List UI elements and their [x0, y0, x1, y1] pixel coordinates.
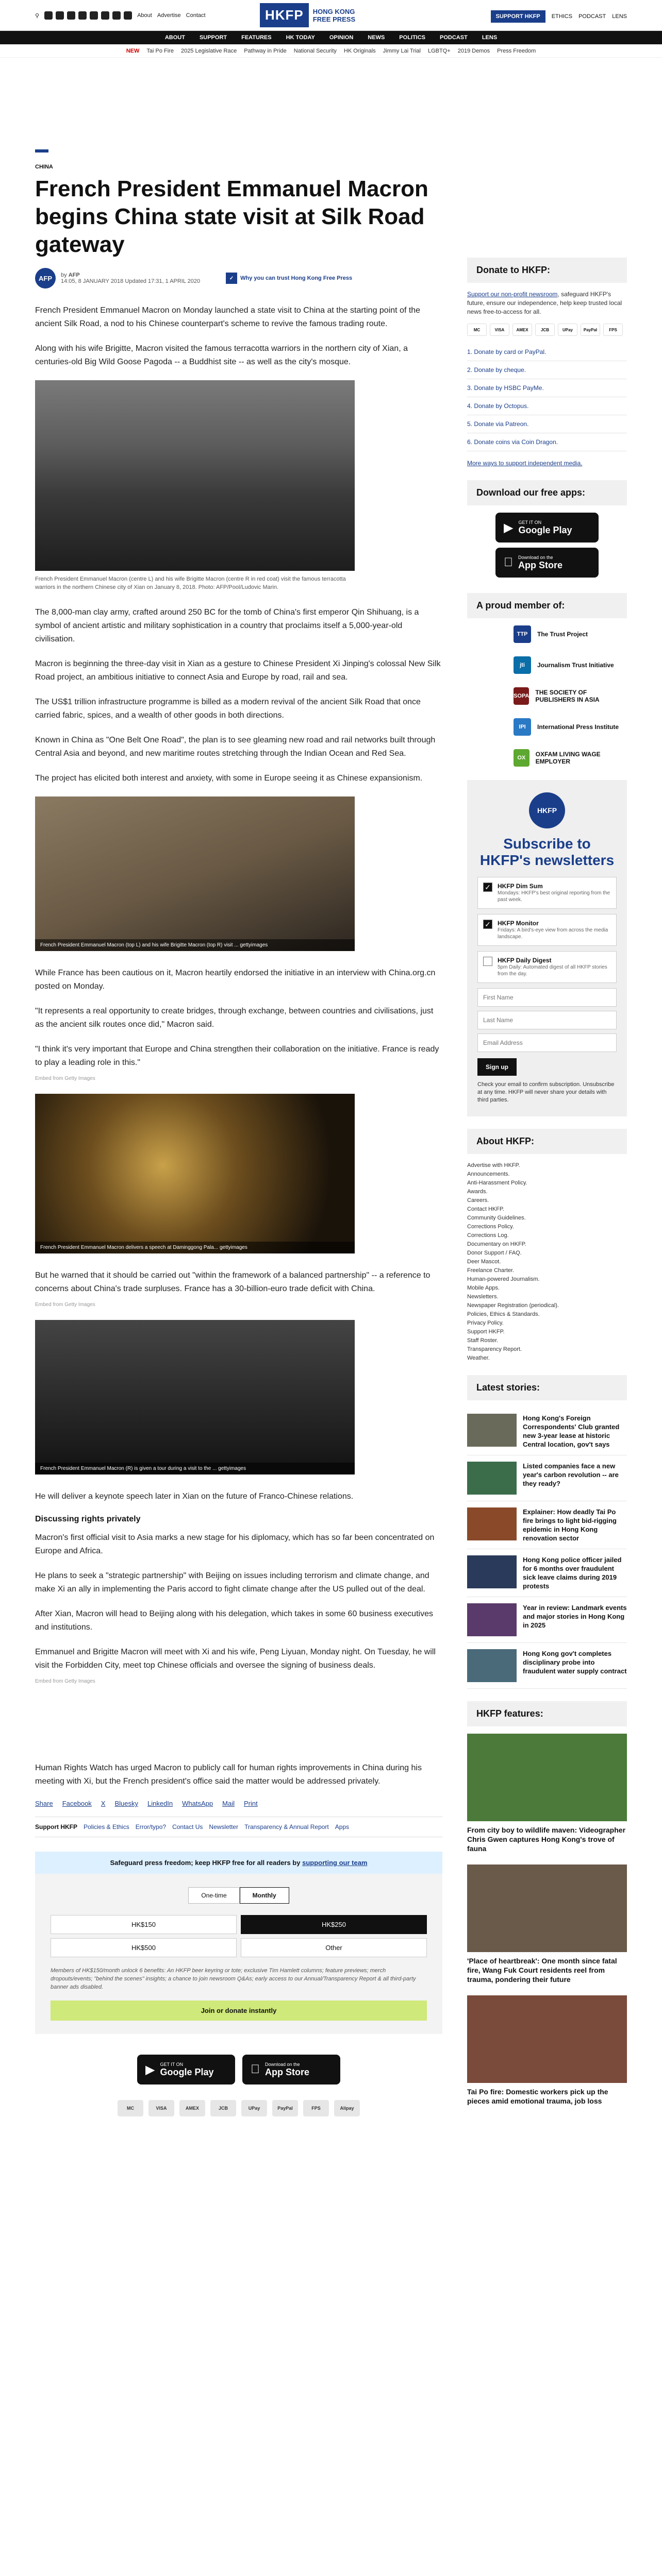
nav-item[interactable]: NEWS [368, 35, 385, 41]
share-mail[interactable]: Mail [222, 1800, 235, 1807]
newsletter-option-text [498, 920, 611, 940]
story-title[interactable]: Hong Kong police officer jailed for 6 months over fraudulent sick leave claims during 2019 protests [523, 1556, 622, 1590]
tab-monthly[interactable]: Monthly [240, 1887, 289, 1904]
app-store-button[interactable] [495, 548, 599, 578]
donate-intro-rest: , safeguard HKFP's future, ensure our independence, help keep trusted local news free-to-access for all. [467, 291, 622, 315]
nav-item[interactable]: SUPPORT [199, 35, 227, 41]
story-item[interactable] [467, 1549, 627, 1597]
newsletter-option-desc: 5pm Daily: Automated digest of all HKFP stories from the day. [498, 964, 607, 977]
member-heading: A proud member of: [467, 593, 627, 618]
newsletter-note: Check your email to confirm subscription. Unsubscribe at any time. HKFP will never share your details with third parties. [477, 1081, 615, 1103]
member-name: THE SOCIETY OF PUBLISHERS IN ASIA [535, 689, 600, 703]
contact-link[interactable]: Contact [186, 12, 206, 19]
apple-icon [504, 555, 513, 570]
checkbox[interactable] [483, 957, 492, 966]
byline [35, 263, 442, 294]
terracotta-photo [35, 380, 355, 571]
trending-item[interactable]: LGBTQ+ [428, 47, 451, 54]
tab-one-time[interactable]: One-time [188, 1887, 239, 1904]
share-print[interactable]: Print [243, 1800, 258, 1807]
byline-prefix: by [61, 272, 67, 278]
as-big: App Store [509, 560, 554, 570]
about-link[interactable]: Staff Roster. [467, 1337, 499, 1344]
getty-embed-photo[interactable] [35, 796, 355, 951]
story-thumbnail[interactable] [467, 1414, 517, 1447]
about-link[interactable]: Freelance Charter. [467, 1267, 515, 1274]
safeguard-text: Safeguard press freedom; keep HKFP free for all readers by [110, 1859, 301, 1867]
app-buttons [35, 2055, 442, 2084]
utility-links [35, 11, 206, 20]
story-title[interactable]: Listed companies face a new year's carbon revolution -- are they ready? [523, 1462, 619, 1487]
checkbox[interactable]: ✓ [483, 920, 492, 929]
share-whatsapp[interactable]: WhatsApp [182, 1800, 213, 1807]
story-thumbnail[interactable] [467, 1462, 517, 1495]
donate-method[interactable]: 3. Donate by HSBC PayMe. [467, 379, 627, 397]
support-link[interactable]: Newsletter [209, 1823, 239, 1831]
social-icons [44, 11, 132, 20]
about-link[interactable]: Careers. [467, 1197, 489, 1204]
article-headline: French President Emmanuel Macron begins China state visit at Silk Road gateway [35, 176, 428, 257]
threads-icon[interactable] [101, 11, 109, 20]
email-field[interactable] [477, 1033, 617, 1052]
join-button[interactable]: Join or donate instantly [51, 2001, 427, 2021]
nav-item[interactable]: OPINION [329, 35, 354, 41]
paragraph: Macron is beginning the three-day visit in Xian as a gesture to Chinese President Xi Jinping's colossal New Silk Road project, an ambitious initiative to connect Asia and Europe by road, rail and sea. [35, 659, 441, 682]
bluesky-icon[interactable] [112, 11, 121, 20]
getty-caption: French President Emmanuel Macron delivers a speech at Daminggong Pala... gettyimages [40, 1245, 247, 1250]
x-icon[interactable] [56, 11, 64, 20]
as-small: Download on the [256, 2061, 291, 2067]
support-link[interactable]: Transparency & Annual Report [244, 1823, 329, 1831]
support-link[interactable]: Apps [335, 1823, 350, 1831]
story-thumbnail[interactable] [467, 1555, 517, 1588]
nav-item[interactable]: HK TODAY [286, 35, 315, 41]
member-item[interactable] [514, 749, 627, 767]
newsletter-logo: HKFP [529, 792, 565, 828]
payment-card-icon: PayPal [272, 2100, 298, 2116]
as-small: Download on the [509, 554, 544, 560]
trending-item[interactable]: 2019 Demos [457, 47, 490, 54]
getty-note: Embed from Getty Images [35, 1679, 95, 1684]
donate-intro [467, 290, 627, 316]
about-heading: About HKFP: [467, 1129, 627, 1154]
story-title[interactable]: Explainer: How deadly Tai Po fire brings to light bid-rigging epidemic in Hong Kong renovation sector [523, 1508, 617, 1542]
story-item[interactable] [467, 1455, 627, 1501]
about-link[interactable]: Advertise with HKFP. [467, 1162, 520, 1168]
nav-item[interactable]: LENS [482, 35, 498, 41]
feature-thumbnail[interactable] [467, 1995, 627, 2083]
member-name: Journalism Trust Initiative [537, 662, 614, 669]
author-name[interactable]: AFP [68, 272, 80, 278]
about-link[interactable]: Transparency Report. [467, 1346, 522, 1352]
about-link[interactable]: Corrections Log. [467, 1232, 509, 1239]
ethics-link[interactable]: ETHICS [551, 13, 573, 20]
new-badge: NEW [126, 47, 140, 54]
about-link[interactable]: Newspaper Registration (periodical). [467, 1302, 559, 1309]
story-item[interactable] [467, 1501, 627, 1549]
app-store-button[interactable] [242, 2055, 340, 2084]
paragraph: After Xian, Macron will head to Beijing along with his delegation, which takes in some 60 business executives and institutions. [35, 1609, 433, 1632]
getty-caption: French President Emmanuel Macron (top L) and his wife Brigitte Macron (top R) visit ... gettyimages [40, 942, 268, 948]
nav-item[interactable]: POLITICS [399, 35, 426, 41]
feature-title[interactable]: From city boy to wildlife maven: Videographer Chris Gwen captures Hong Kong's trove of fauna [467, 1826, 626, 1853]
getty-embed-photo[interactable] [35, 1094, 355, 1253]
paragraph: Along with his wife Brigitte, Macron visited the famous terracotta warriors in the northern city of Xian, a centuries-old Big Wild Goose Pagoda -- a Buddhist site -- as well as the city's mosque. [35, 344, 408, 366]
newsletter-option[interactable] [477, 877, 617, 909]
checkbox[interactable]: ✓ [483, 883, 492, 892]
about-link[interactable]: Deer Mascot. [467, 1259, 501, 1265]
donation-box [35, 1874, 442, 2034]
share-bluesky[interactable]: Bluesky [114, 1800, 138, 1807]
member-item[interactable] [514, 656, 627, 674]
gp-small: GET IT ON [518, 519, 542, 525]
donate-heading: Donate to HKFP: [467, 258, 627, 283]
main-nav [0, 31, 662, 44]
payment-card-icon: JCB [210, 2100, 236, 2116]
trending-item[interactable]: Pathway in Pride [244, 47, 287, 54]
trending-item[interactable]: National Security [293, 47, 337, 54]
getty-note: Embed from Getty Images [35, 1302, 95, 1308]
story-item[interactable] [467, 1643, 627, 1689]
payment-card-icon: MC [467, 324, 487, 336]
newsletter-title: Subscribe to HKFP's newsletters [479, 836, 615, 868]
about-link[interactable]: Anti-Harassment Policy. [467, 1180, 527, 1186]
trending-item[interactable]: Press Freedom [497, 47, 536, 54]
story-title[interactable]: Year in review: Landmark events and major stories in Hong Kong in 2025 [523, 1604, 627, 1629]
member-logo-icon: jti [514, 656, 531, 674]
feature-thumbnail[interactable] [467, 1865, 627, 1952]
trending-item[interactable]: HK Originals [343, 47, 376, 54]
about-link[interactable]: Documentary on HKFP. [467, 1241, 526, 1247]
payment-card-icon: MC [118, 2100, 143, 2116]
facebook-icon[interactable] [44, 11, 53, 20]
about-link[interactable]: Donor Support / FAQ. [467, 1250, 522, 1256]
story-thumbnail[interactable] [467, 1507, 517, 1540]
photo-caption: French President Emmanuel Macron (centre L) and his wife Brigitte Macron (centre R in red coat) visit the famous terracotta warriors in the northern Chinese city of Xian on January 8, 2018. Photo: AFP/Pool/Ludovic Marin. [35, 576, 346, 590]
youtube-icon[interactable] [78, 11, 87, 20]
paragraph: French President Emmanuel Macron on Monday launched a state visit to China at the starting point of the ancient Silk Road, a nod to his Chinese counterpart's scheme to revive the famous trading route. [35, 306, 421, 328]
about-link[interactable]: Corrections Policy. [467, 1224, 514, 1230]
member-item[interactable] [514, 687, 627, 705]
first-name-field[interactable] [477, 988, 617, 1007]
trending-item[interactable]: Tai Po Fire [146, 47, 174, 54]
newsletter-option[interactable] [477, 914, 617, 946]
about-link[interactable]: Contact HKFP. [467, 1206, 504, 1212]
site-logo[interactable] [260, 3, 355, 27]
payment-card-icon: Alipay [334, 2100, 360, 2116]
supporting-team-link[interactable]: supporting our team [302, 1859, 368, 1867]
sidebar-app-buttons [467, 513, 627, 578]
payment-cards [35, 2100, 442, 2116]
donate-method[interactable]: 1. Donate by card or PayPal. [467, 343, 627, 361]
member-logo-icon: SOPA [514, 687, 529, 705]
about-link[interactable]: Awards. [467, 1189, 488, 1195]
features-heading: HKFP features: [467, 1701, 627, 1726]
donate-method[interactable]: 6. Donate coins via Coin Dragon. [467, 433, 627, 451]
paragraph: Emmanuel and Brigitte Macron will meet with Xi and his wife, Peng Liyuan, Monday night. On Tuesday, he will visit the Forbidden City, meet top Chinese officials and oversee the signing of business deals. [35, 1648, 436, 1670]
trending-item[interactable]: Jimmy Lai Trial [383, 47, 421, 54]
as-big: App Store [256, 2066, 301, 2077]
share-facebook[interactable]: Facebook [62, 1800, 92, 1807]
author-avatar: AFP [35, 268, 56, 289]
paragraph: But he warned that it should be carried out "within the framework of a balanced partnership" -- a reference to concerns about China's trade surpluses. France has a 30-billion-euro trade deficit with China. [35, 1271, 431, 1293]
support-hkfp-button[interactable]: SUPPORT HKFP [491, 10, 545, 23]
payment-card-icon: UPay [241, 2100, 267, 2116]
about-link[interactable]: Newsletters. [467, 1294, 499, 1300]
latest-heading: Latest stories: [467, 1375, 627, 1400]
feature-title[interactable]: Tai Po fire: Domestic workers pick up the pieces amid emotional trauma, job loss [467, 2088, 608, 2105]
paragraph: Macron's first official visit to Asia marks a new stage for his diplomacy, which has so far been concentrated on Europe and Africa. [35, 1533, 435, 1555]
payment-card-icon: JCB [535, 324, 555, 336]
payment-card-icon: UPay [558, 324, 577, 336]
about-link[interactable]: About [137, 12, 152, 19]
story-thumbnail[interactable] [467, 1649, 517, 1682]
payment-card-icon: PayPal [581, 324, 600, 336]
about-links [467, 1161, 627, 1363]
member-logo-icon: OX [514, 749, 529, 767]
gp-small: GET IT ON [160, 2061, 184, 2067]
apple-icon [251, 2062, 260, 2077]
paragraph: "I think it's very important that Europe and China strengthen their collaboration on the initiative. France is ready to play a leading role in this." [35, 1045, 439, 1067]
payment-card-icon: AMEX [512, 324, 532, 336]
payment-card-icon: FPS [603, 324, 623, 336]
newsletter-option-text [498, 957, 611, 977]
amount-option[interactable]: HK$500 [51, 1938, 237, 1957]
amount-option[interactable]: HK$150 [51, 1915, 237, 1934]
share-linkedin[interactable]: LinkedIn [147, 1800, 173, 1807]
payment-card-icon: VISA [148, 2100, 174, 2116]
share-x[interactable]: X [101, 1800, 106, 1807]
features-list [467, 1734, 627, 2106]
rss-icon[interactable] [124, 11, 132, 20]
newsletter-option-desc: Mondays: HKFP's best original reporting from the past week. [498, 890, 610, 903]
newsletter-option-text [498, 883, 611, 903]
paragraph: The US$1 trillion infrastructure programme is billed as a modern revival of the ancient Silk Road that once carried fabric, spices, and a wealth of other goods in both directions. [35, 698, 421, 720]
story-title[interactable]: Hong Kong gov't completes disciplinary probe into fraudulent water supply contract [523, 1650, 627, 1675]
utility-right [491, 10, 627, 23]
apps-heading: Download our free apps: [467, 480, 627, 505]
signup-button[interactable]: Sign up [477, 1058, 517, 1076]
newsletter-box [467, 780, 627, 1116]
about-link[interactable]: Community Guidelines. [467, 1215, 526, 1221]
trust-badge-icon: ✓ [226, 273, 237, 284]
paragraph: Known in China as "One Belt One Road", the plan is to see gleaming new road and rail networks built through Central Asia and beyond, and new maritime routes stretching through the Indian Ocean and Red Sea. [35, 736, 436, 758]
trending-item[interactable]: 2025 Legislative Race [180, 47, 237, 54]
payment-card-icon: VISA [490, 324, 509, 336]
gp-big: Google Play [518, 524, 572, 535]
category-rule [35, 149, 48, 152]
support-links [35, 1817, 442, 1837]
story-thumbnail[interactable] [467, 1603, 517, 1636]
google-play-button[interactable] [137, 2055, 235, 2084]
about-link[interactable]: Support HKFP. [467, 1329, 505, 1335]
donate-method[interactable]: 2. Donate by cheque. [467, 361, 627, 379]
play-icon: ▶ [145, 2062, 155, 2077]
story-item[interactable] [467, 1408, 627, 1455]
subheading: Discussing rights privately [35, 1515, 141, 1523]
support-link[interactable]: Error/typo? [135, 1823, 167, 1831]
newsletter-option-name: HKFP Dim Sum [498, 883, 543, 890]
logo-line-2: FREE PRESS [312, 15, 356, 23]
member-name: International Press Institute [537, 723, 619, 731]
last-name-field[interactable] [477, 1011, 617, 1029]
getty-note: Embed from Getty Images [35, 1076, 95, 1081]
newsletter-option-desc: Fridays: A bird's-eye view from across the media landscape. [498, 927, 608, 940]
safeguard-banner [35, 1852, 442, 1874]
getty-embed-photo[interactable] [35, 1320, 355, 1475]
about-link[interactable]: Privacy Policy. [467, 1320, 504, 1326]
share-bar [35, 1800, 442, 1807]
article-category[interactable]: CHINA [35, 164, 53, 170]
getty-caption: French President Emmanuel Macron (R) is given a tour during a visit to the ... gettyimages [40, 1466, 246, 1471]
utility-bar [0, 0, 662, 31]
amount-options [51, 1915, 427, 1957]
sidebar [467, 258, 627, 2117]
donate-method[interactable]: 4. Donate by Octopus. [467, 397, 627, 415]
support-link[interactable]: Policies & Ethics [84, 1823, 129, 1831]
about-link[interactable]: Announcements. [467, 1171, 510, 1177]
support-link[interactable]: Contact Us [172, 1823, 203, 1831]
paragraph: He plans to seek a "strategic partnership" with Beijing on issues including terrorism and climate change, and make Xi an ally in implementing the Paris accord to fight climate change after the US pulled out of the deal. [35, 1571, 429, 1594]
about-link[interactable]: Human-powered Journalism. [467, 1276, 540, 1282]
podcast-link[interactable]: PODCAST [578, 13, 606, 20]
article-body [35, 304, 442, 2116]
paragraph: Human Rights Watch has urged Macron to publicly call for human rights improvements in China during his meeting with Xi, but the French president's office said the matter would be addressed privately. [35, 1764, 422, 1786]
google-play-button[interactable] [495, 513, 599, 543]
paragraph: While France has been cautious on it, Macron heartily endorsed the initiative in an interview with China.org.cn posted on Monday. [35, 969, 436, 991]
instagram-icon[interactable] [67, 11, 75, 20]
latest-stories [467, 1408, 627, 1689]
search-icon[interactable]: ⚲ [35, 12, 40, 19]
payment-card-icon: FPS [303, 2100, 329, 2116]
sidebar-payment-cards [467, 324, 627, 336]
story-title[interactable]: Hong Kong's Foreign Correspondents' Club granted new 3-year lease at historic Central location, gov't says [523, 1414, 620, 1448]
linkedin-icon[interactable] [90, 11, 98, 20]
lens-link[interactable]: LENS [612, 13, 627, 20]
donate-intro-link[interactable]: Support our non-profit newsroom [467, 291, 558, 298]
member-name: The Trust Project [537, 631, 588, 638]
nav-item[interactable]: FEATURES [241, 35, 272, 41]
nav-item[interactable]: PODCAST [440, 35, 468, 41]
nav-item[interactable]: ABOUT [164, 35, 185, 41]
about-link[interactable]: Mobile Apps. [467, 1285, 500, 1291]
story-item[interactable] [467, 1597, 627, 1643]
paragraph: The project has elicited both interest and anxiety, with some in Europe seeing it as Chinese expansionism. [35, 774, 423, 783]
feature-title[interactable]: 'Place of heartbreak': One month since fatal fire, Wang Fuk Court residents reel from trauma, pondering their future [467, 1957, 617, 1984]
payment-card-icon: AMEX [179, 2100, 205, 2116]
advertise-link[interactable]: Advertise [157, 12, 181, 19]
paragraph: "It represents a real opportunity to create bridges, through exchange, between countries and civilisations, just as the ancient silk routes once did," Macron said. [35, 1007, 434, 1029]
more-ways-link[interactable]: More ways to support independent media. [467, 460, 583, 467]
logo-mark: HKFP [260, 3, 309, 27]
newsletter-option[interactable] [477, 951, 617, 983]
about-link[interactable]: Policies, Ethics & Standards. [467, 1311, 540, 1317]
amount-option-selected[interactable]: HK$250 [241, 1915, 427, 1934]
article-dates: 14:05, 8 JANUARY 2018 Updated 17:31, 1 APRIL 2020 [61, 278, 201, 284]
logo-wordmark [313, 8, 355, 23]
member-name: OXFAM LIVING WAGE EMPLOYER [535, 751, 601, 765]
logo-line-1: HONG KONG [312, 7, 355, 15]
newsletter-option-name: HKFP Daily Digest [498, 957, 552, 964]
member-logo-icon: IPI [514, 718, 531, 736]
play-icon: ▶ [504, 520, 514, 535]
gp-big: Google Play [160, 2066, 214, 2077]
frequency-toggle [51, 1887, 427, 1904]
trust-text: Why you can trust Hong Kong Free Press [240, 275, 353, 281]
trending-bar [0, 44, 662, 58]
member-item[interactable] [514, 625, 627, 643]
paragraph: The 8,000-man clay army, crafted around 250 BC for the tomb of China's first emperor Qin Shihuang, is a symbol of ancient artistic and military sophistication in a country that proclaims itself a 5,000-year-old civilisation. [35, 608, 419, 643]
share-label: Share [35, 1800, 53, 1807]
support-label[interactable]: Support HKFP [35, 1823, 77, 1831]
amount-option[interactable]: Other [241, 1938, 427, 1957]
feature-thumbnail[interactable] [467, 1734, 627, 1821]
member-item[interactable] [514, 718, 627, 736]
donate-method[interactable]: 5. Donate via Patreon. [467, 415, 627, 433]
member-perks: Members of HK$150/month unlock 6 benefits: An HKFP beer keyring or tote; exclusive Tim Hamlett columns; feature previews; merch dropouts/events; "behind the scenes" insights; a chance to join newsroom Q&As; early access to our Annual/Transparency Report & all third-party banner ads disabled. [51, 1968, 416, 1990]
newsletter-option-name: HKFP Monitor [498, 920, 539, 927]
member-list [467, 625, 627, 767]
about-link[interactable]: Weather. [467, 1355, 490, 1361]
trust-link[interactable] [226, 273, 352, 284]
member-logo-icon: TTP [514, 625, 531, 643]
newsletter-options [477, 877, 617, 983]
paragraph: He will deliver a keynote speech later in Xian on the future of Franco-Chinese relations. [35, 1492, 354, 1501]
